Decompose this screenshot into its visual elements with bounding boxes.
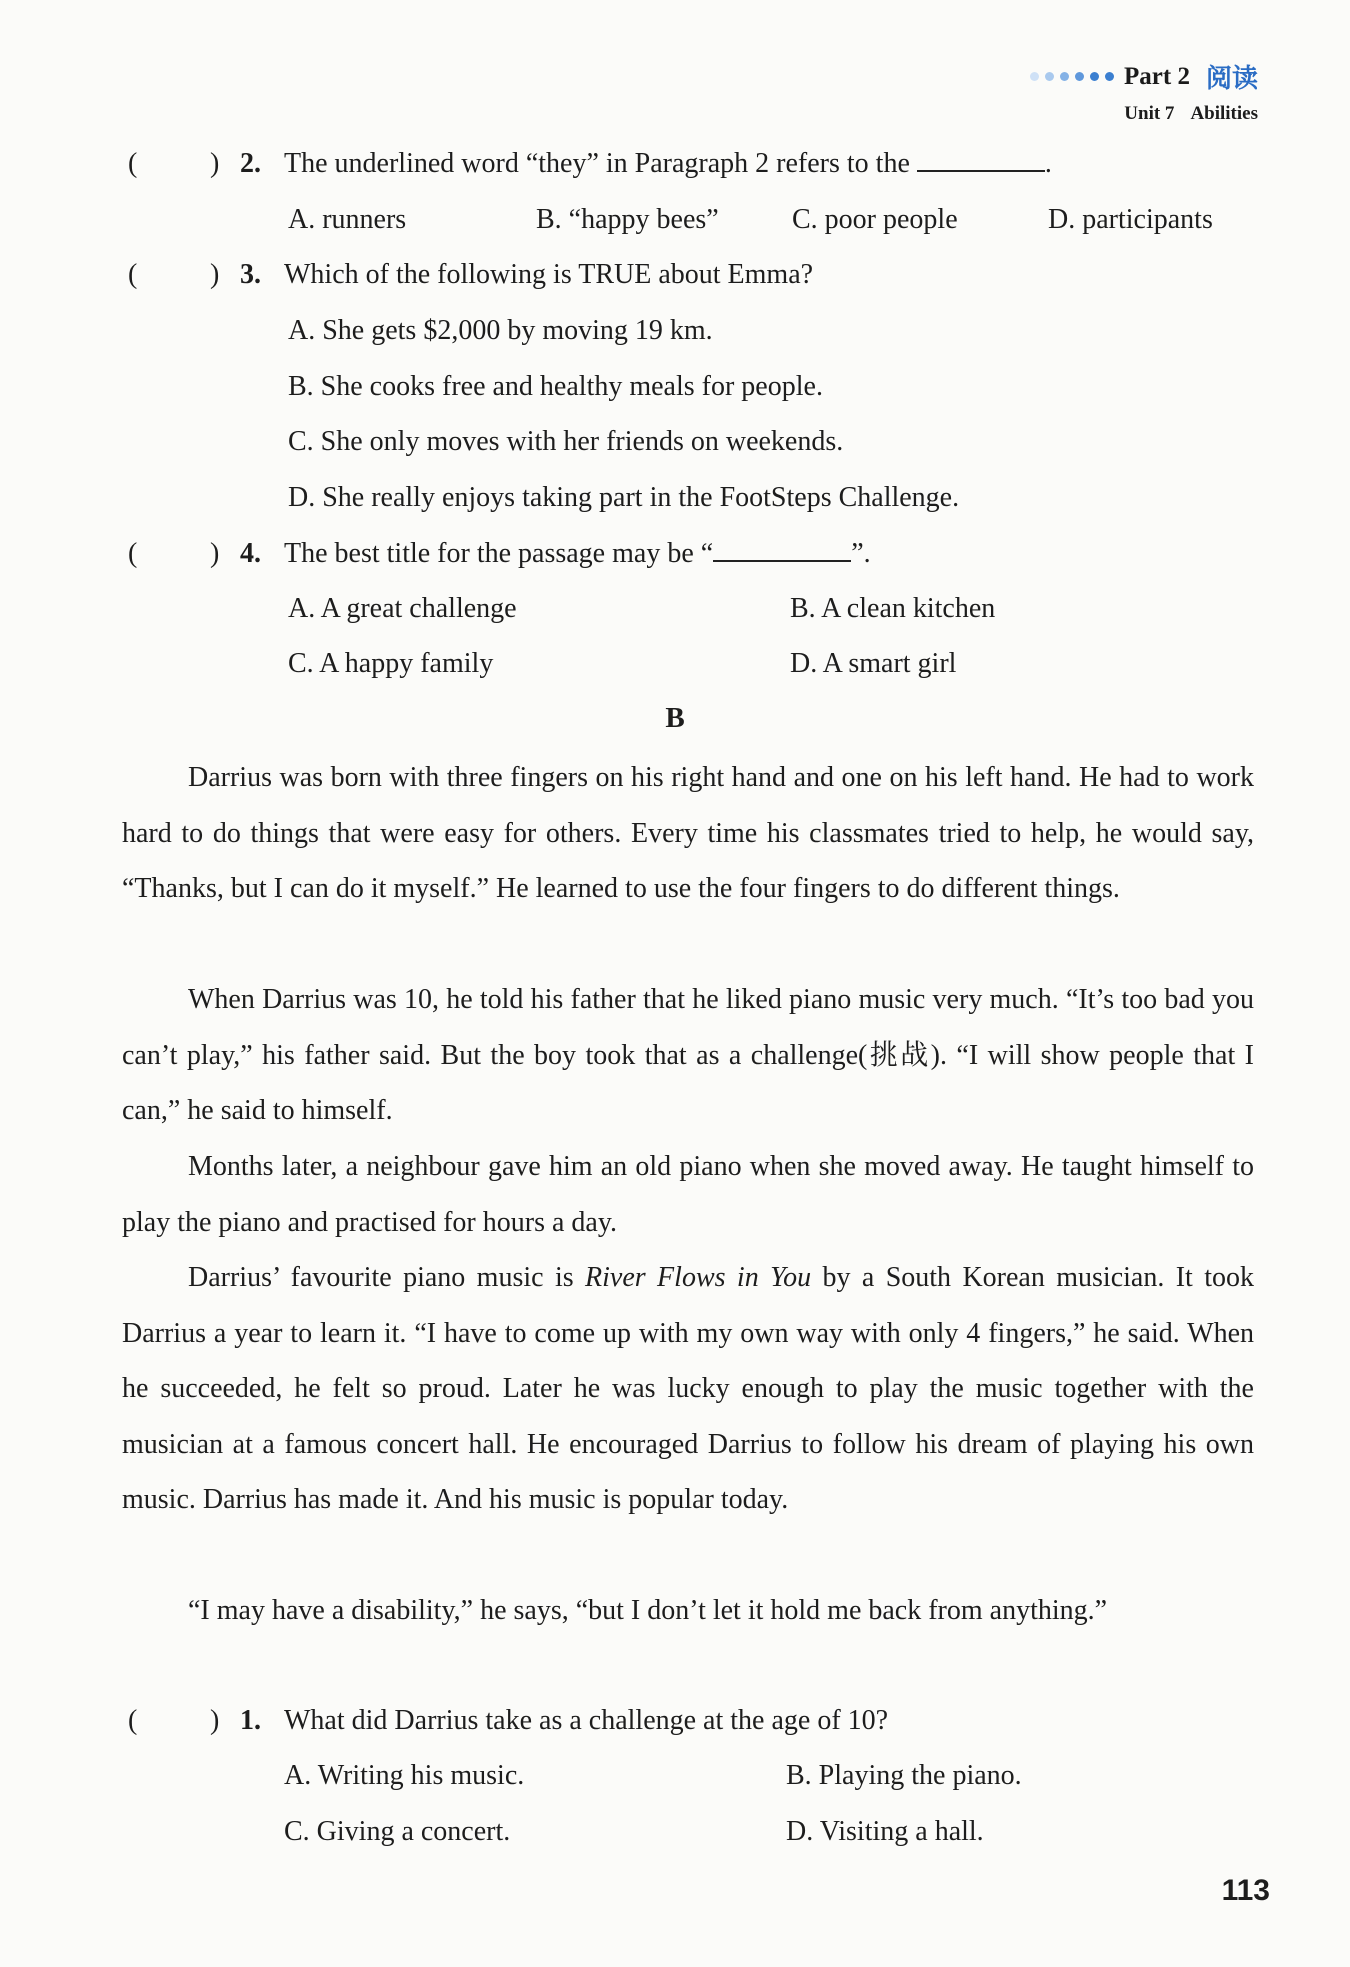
answer-bracket-right: ) bbox=[210, 148, 220, 179]
answer-bracket-right: ) bbox=[210, 1705, 220, 1736]
option-b: B. “happy bees” bbox=[536, 204, 719, 235]
part-label: Part 2 bbox=[1124, 62, 1190, 90]
question-number: 2. bbox=[240, 148, 261, 179]
question-text: The best title for the passage may be “ ”. bbox=[284, 538, 871, 569]
option-a: A. runners bbox=[288, 204, 407, 235]
question-number: 3. bbox=[240, 259, 261, 290]
passage-paragraph-1: Darrius was born with three fingers on his right hand and one on his left hand. He had to work hard to do things that were easy for others. Every time his classmates tried to help, he would say, “Thanks, but I can do it myself.” He learned to use the four fingers to do different things. bbox=[122, 762, 1254, 904]
option-d: D. Visiting a hall. bbox=[786, 1816, 984, 1847]
option-c: C. poor people bbox=[792, 204, 958, 235]
option-b: B. Playing the piano. bbox=[786, 1760, 1022, 1791]
answer-bracket-right: ) bbox=[210, 538, 220, 569]
question-number: 1. bbox=[240, 1705, 261, 1736]
option-d: D. She really enjoys taking part in the FootSteps Challenge. bbox=[288, 482, 960, 513]
music-title: River Flows in You bbox=[585, 1262, 812, 1293]
question-number: 4. bbox=[240, 538, 261, 569]
answer-blank bbox=[713, 536, 851, 562]
page-number: 113 bbox=[1221, 1874, 1270, 1907]
option-a: A. A great challenge bbox=[288, 593, 517, 624]
option-b: B. She cooks free and healthy meals for people. bbox=[288, 371, 823, 402]
section-heading: B bbox=[665, 702, 685, 734]
passage-paragraph-3: Months later, a neighbour gave him an old piano when she moved away. He taught himself to play the piano and practised for hours a day. bbox=[122, 1151, 1254, 1238]
option-c: C. A happy family bbox=[288, 648, 494, 679]
answer-bracket-left: ( bbox=[128, 148, 138, 179]
question-text: What did Darrius take as a challenge at the age of 10? bbox=[284, 1705, 889, 1736]
option-c: C. Giving a concert. bbox=[284, 1816, 511, 1847]
unit-label: Unit 7 bbox=[1124, 103, 1175, 124]
decorative-dots-icon bbox=[1030, 72, 1114, 81]
page-header bbox=[1030, 58, 1258, 125]
question-text: Which of the following is TRUE about Emma? bbox=[284, 259, 814, 290]
option-d: D. participants bbox=[1048, 204, 1213, 235]
unit-title: Abilities bbox=[1190, 103, 1258, 124]
option-a: A. Writing his music. bbox=[284, 1760, 525, 1791]
passage-paragraph-4: Darrius’ favourite piano music is River Flows in You by a South Korean musician. It took Darrius a year to learn it. “I have to come up with my own way with only 4 fingers,” he said. When he succeeded, he felt so proud. Later he was lucky enough to play the music together with the musician at a famous concert hall. He encouraged Darrius to follow his dream of playing his own music. Darrius has made it. And his music is popular today. bbox=[122, 1262, 1255, 1515]
option-d: D. A smart girl bbox=[790, 648, 957, 679]
answer-bracket-right: ) bbox=[210, 259, 220, 290]
passage-paragraph-5: “I may have a disability,” he says, “but I don’t let it hold me back from anything.” bbox=[188, 1595, 1108, 1626]
answer-bracket-left: ( bbox=[128, 1705, 138, 1736]
part-chinese-label: 阅读 bbox=[1205, 64, 1258, 94]
option-b: B. A clean kitchen bbox=[790, 593, 996, 624]
question-text: The underlined word “they” in Paragraph 2 refers to the . bbox=[284, 148, 1052, 179]
option-c: C. She only moves with her friends on weekends. bbox=[288, 426, 844, 457]
answer-bracket-left: ( bbox=[128, 259, 138, 290]
option-a: A. She gets $2,000 by moving 19 km. bbox=[288, 315, 713, 346]
passage-paragraph-2: When Darrius was 10, he told his father that he liked piano music very much. “It’s too bad you can’t play,” his father said. But the boy took that as a challenge(挑战). “I will show people that I can,” he said to himself. bbox=[122, 984, 1254, 1126]
answer-bracket-left: ( bbox=[128, 538, 138, 569]
answer-blank bbox=[917, 146, 1045, 172]
